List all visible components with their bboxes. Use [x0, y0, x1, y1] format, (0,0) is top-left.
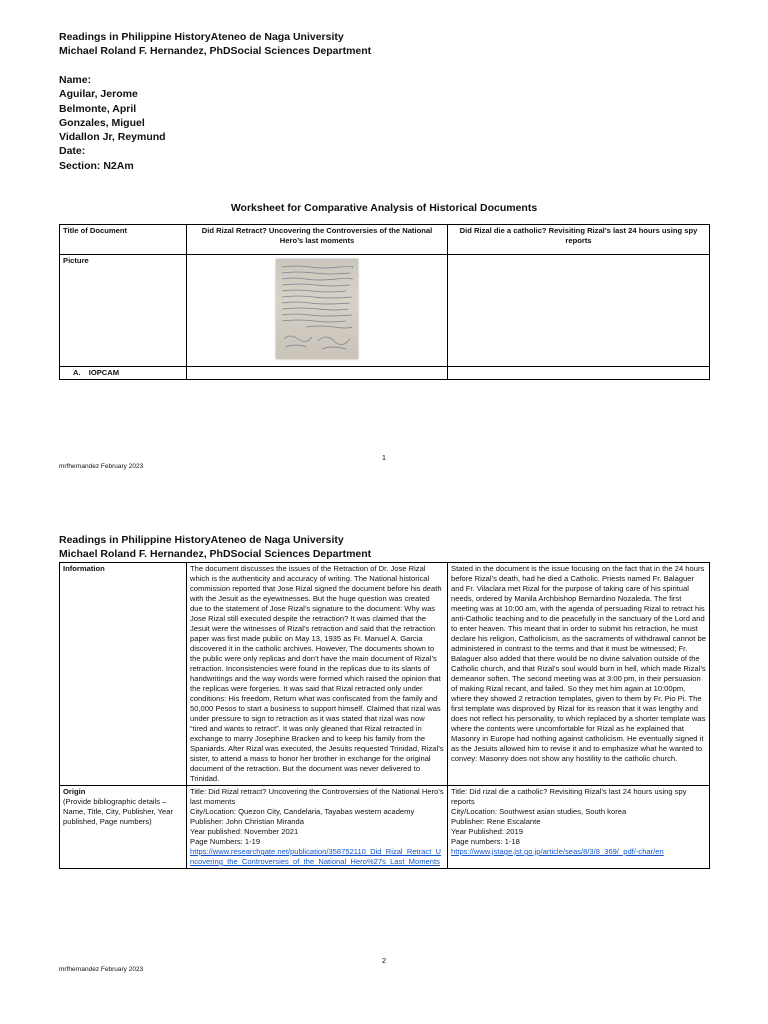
doc2-origin-year: Year Published: 2019 [451, 827, 523, 836]
doc2-picture-cell [448, 255, 710, 367]
name-label: Name: [59, 74, 92, 86]
student-name-4: Vidallon Jr, Reymund [59, 131, 166, 144]
doc1-origin-publisher: Publisher: John Christian Miranda [190, 817, 304, 826]
doc1-title-header: Did Rizal Retract? Uncovering the Controversies of the National Hero’s last moments [187, 225, 448, 255]
doc2-information: Stated in the document is the issue focusing on the fact that in the 24 hours before Rizal’s death, had he died a Catholic. Priests named Fr. Balaguer and Fr. Vilaclara met Rizal for the purpose of taking care of his spiritual needs, ordered by Manila Archbishop Bernardino Nozaleda. The first meeting was at 10:00 am, with the agenda of persuading Rizal to retract his anti-Catholic teaching and to die peacefully in the sanctuary of the Lord and to enter heaven. This meant that in order to submit his retraction, he must declare his religion, Catholicism, as the sacraments of withdrawal cannot be administered in contrast to the terms and that it must be witnessed; Fr. Balaguer also added that there would be no divine salvation outside of the Catholic church, and that Rizal’s soul would burn in hell, which made Rizal’s demeanor soften. The second meeting was at 3:00 pm, in their persuasion of making Rizal recant, and failed. So they met him again at 10:00pm, where they showed 2 retraction templates, given to them by Fr. Pio Pi. The first template was disproved by Rizal for its reason that it was lengthy and does not reflect his personality, to which replaced by a shorter template was where the contents were uncomfortable for Rizal as he explained that Masonry in Europe had nothing against catholicism. He eventually signed it as the Jesuits allowed him to revise it and to emphasize what he wanted to convey: Masonry does not show any hostility to the catholic church. [448, 563, 710, 786]
header-course-line: Readings in Philippine HistoryAteneo de Naga University [59, 31, 344, 43]
page-number-2: 2 [381, 956, 387, 965]
origin-label-cell [60, 786, 187, 869]
information-label: Information [60, 563, 187, 786]
origin-label: Origin [63, 787, 86, 796]
iopcam-label: IOPCAM [88, 368, 120, 377]
doc1-picture-cell [187, 255, 448, 367]
doc1-origin-link[interactable]: https://www.researchgate.net/publication/358752110_Did_Rizal_Retract_Uncovering_the_Controversies_of_the_National_Hero%27s_Last_Moments [190, 847, 442, 866]
doc1-origin-title: Title: Did Rizal retract? Uncovering the Controversies of the National Hero’s last moments [190, 787, 444, 806]
title-of-document-label: Title of Document [60, 225, 187, 255]
page2-header [59, 533, 371, 561]
student-name-2: Belmonte, April [59, 102, 137, 115]
comparison-table-2 [59, 562, 710, 869]
doc2-title-header: Did Rizal die a catholic? Revisiting Rizal’s last 24 hours using spy reports [448, 225, 710, 255]
header-instructor-line: Michael Roland F. Hernandez, PhDSocial Sciences Department [59, 45, 372, 57]
page2-footer: mrfhernandez February 2023 [59, 966, 144, 973]
student-name-3: Gonzales, Miguel [59, 116, 145, 129]
worksheet-title: Worksheet for Comparative Analysis of Historical Documents [230, 202, 538, 214]
doc1-origin-year: Year published: November 2021 [190, 827, 299, 836]
doc2-origin-publisher: Publisher: Rene Escalante [451, 817, 541, 826]
comparison-table-1 [59, 224, 710, 380]
doc1-information: The document discusses the issues of the Retraction of Dr. Jose Rizal which is the authenticity and accuracy of writing. The National historical commission reported that Jose Rizal signed the document before his death with the Jesuit as the eyewitnesses. But the huge question was created due to the statement of Jose Rizal’s signature to the document: Why was Jose Rizal still executed despite the retraction? It was claimed that the Jesuit were the witnesses of Rizal’s retraction and said that the retraction paper was first made public on May 13, 1935 as Fr. Manuel A. Garcia discovered it in the catholic archives. However, The documents shown to the public were only replicas and don’t have the main document of Rizal’s retraction. Inconsistencies were found in the replicas due to its slants of handwritings and the way words were formed which raised the opinion that the replicas were forgeries. It was said that Rizal retracted only under conditions: His freedom, Return what was confiscated from the family and 50,000 Pesos to start a business to support himself. Claimed that rizal was under pressure to sign to retraction as it was stated that rizal was now “tired and wants to retract”. It was only gleaned that Rizal retracted in exchange to marry Josephine Bracken and to keep his family from the Spaniards. After Rizal was executed, the Jesuits requested Trinidad, Rizal’s sister, to attend a mass to honor her brother in exchange for the original document of the retraction. But the document was never delivered to Trinidad. [187, 563, 448, 786]
iopcam-letter: A. [73, 368, 81, 377]
page1-header [59, 30, 371, 58]
page1-footer: mrfhernandez February 2023 [59, 463, 144, 470]
student-name-1: Aguilar, Jerome [59, 88, 138, 101]
doc1-origin-city: City/Location: Quezon City, Candelaria, Tayabas western academy [190, 807, 415, 816]
picture-label: Picture [60, 255, 187, 367]
doc1-iopcam-cell [187, 367, 448, 380]
header-course-line-2: Readings in Philippine HistoryAteneo de Naga University [59, 534, 344, 546]
doc1-origin-pages: Page Numbers: 1-19 [190, 837, 261, 846]
doc2-iopcam-cell [448, 367, 710, 380]
handwriting-lines [276, 259, 358, 359]
doc1-origin [187, 786, 448, 869]
doc2-origin [448, 786, 710, 869]
date-label: Date: [59, 145, 86, 158]
origin-instructions: (Provide bibliographic details – Name, Title, City, Publisher, Year published, Page numbers) [63, 797, 174, 826]
retraction-document-photo [276, 259, 358, 359]
student-info [59, 73, 166, 173]
section-label: Section: N2Am [59, 159, 134, 172]
header-instructor-line-2: Michael Roland F. Hernandez, PhDSocial Sciences Department [59, 548, 372, 560]
iopcam-row-label [60, 367, 187, 380]
doc2-origin-title: Title: Did rizal die a catholic? Revisiting Rizal’s last 24 hours using spy reports [451, 787, 687, 806]
doc2-origin-link[interactable]: https://www.jstage.jst.go.jp/article/seas/8/3/8_369/_pdf/-char/en [451, 847, 664, 856]
doc2-origin-pages: Page numbers: 1-18 [451, 837, 520, 846]
doc2-origin-city: City/Location: Southwest asian studies, South korea [451, 807, 627, 816]
page-number-1: 1 [381, 453, 387, 462]
